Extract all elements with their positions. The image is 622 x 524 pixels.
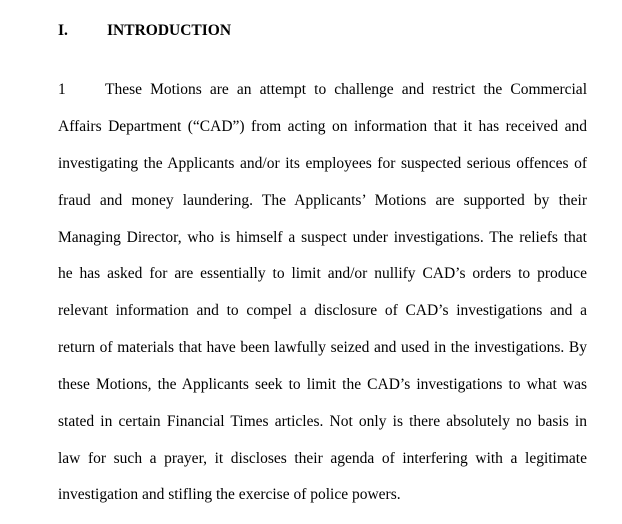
section-title: INTRODUCTION — [107, 22, 232, 39]
paragraph-line-6: he has asked for are essentially to limit and/or nullify CAD’s orders to produce — [58, 265, 587, 282]
paragraph-number: 1 — [58, 81, 66, 98]
section-number: I. — [58, 22, 68, 39]
paragraph-line-text: These Motions are an attempt to challenge and restrict the Commercial — [105, 81, 587, 98]
paragraph-line-3: investigating the Applicants and/or its employees for suspected serious offences of — [58, 155, 587, 172]
paragraph-line-12: investigation and stifling the exercise of police powers. — [58, 486, 401, 503]
paragraph-line-1 — [58, 80, 587, 100]
paragraph-line-8: return of materials that have been lawfully seized and used in the investigations. By — [58, 339, 587, 356]
paragraph-line-11: law for such a prayer, it discloses their agenda of interfering with a legitimate — [58, 450, 587, 467]
paragraph-line-4: fraud and money laundering. The Applicants’ Motions are supported by their — [58, 192, 587, 209]
paragraph-line-5: Managing Director, who is himself a suspect under investigations. The reliefs that — [58, 229, 587, 246]
section-heading — [58, 22, 231, 40]
paragraph-line-2: Affairs Department (“CAD”) from acting on information that it has received and — [58, 118, 587, 135]
paragraph-line-10: stated in certain Financial Times articles. Not only is there absolutely no basis in — [58, 413, 587, 430]
paragraph-line-7: relevant information and to compel a disclosure of CAD’s investigations and a — [58, 302, 587, 319]
paragraph-line-9: these Motions, the Applicants seek to limit the CAD’s investigations to what was — [58, 376, 587, 393]
